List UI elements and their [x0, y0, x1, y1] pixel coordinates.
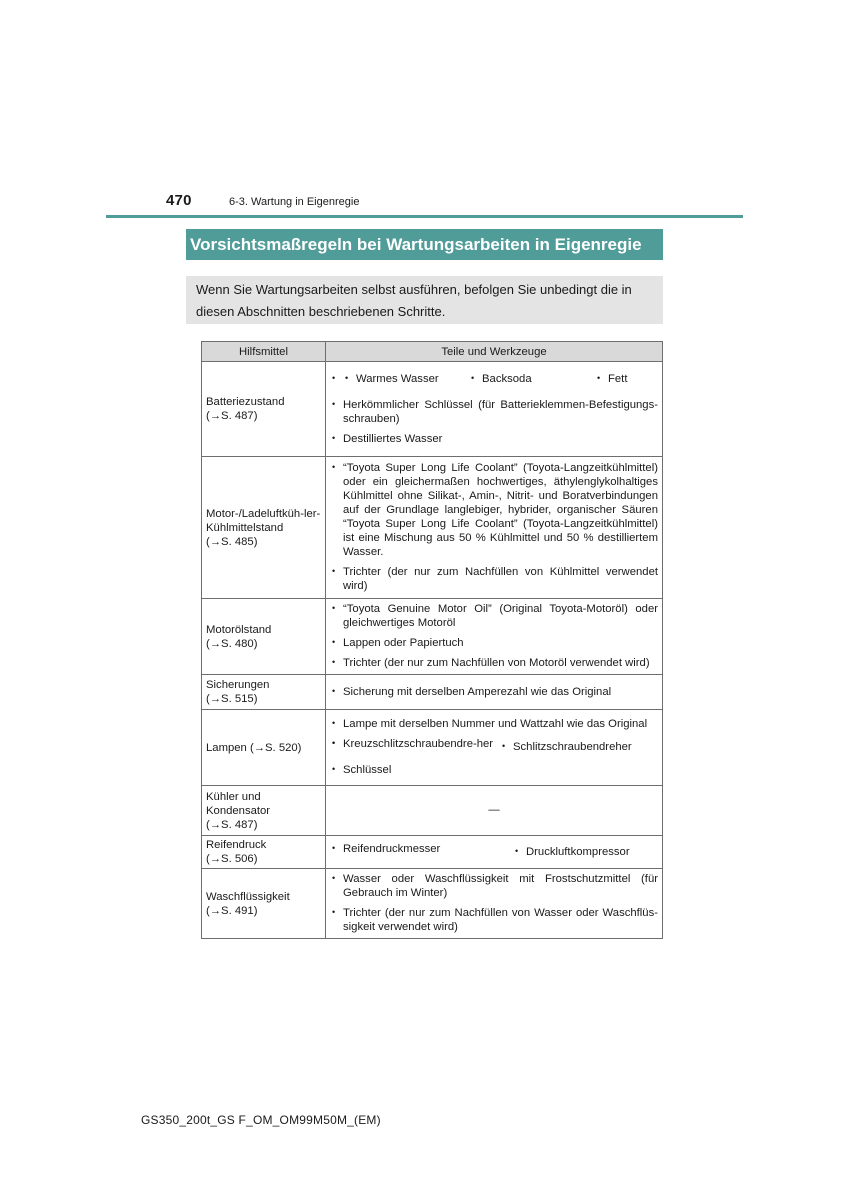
parts-cell	[326, 599, 663, 675]
list-item: • Fett	[595, 372, 627, 392]
table-row	[202, 710, 663, 786]
list-item: • Destilliertes Wasser	[330, 432, 658, 446]
item-cell	[202, 457, 326, 599]
item-name: Sicherungen	[206, 679, 270, 691]
intro-text: Wenn Sie Wartungsarbeiten selbst ausführen, befolgen Sie unbedingt die in diesen Abschnitten beschriebenen Schritte.	[196, 282, 632, 319]
page-reference: (→S. 480)	[206, 637, 258, 650]
item-cell	[202, 362, 326, 457]
page-reference: (→S. 487)	[206, 818, 258, 831]
table-row	[202, 675, 663, 710]
page-number: 470	[166, 192, 192, 209]
list-item: • • Warmes Wasser	[343, 372, 469, 386]
list-item: • “Toyota Genuine Motor Oil” (Original Toyota-Motoröl) oder gleichwertiges Motoröl	[330, 602, 658, 630]
header-rule	[106, 215, 743, 218]
table-row	[202, 362, 663, 457]
list-item	[330, 737, 658, 757]
list-item: • Schlitzschraubendreher	[500, 740, 632, 754]
list-item	[330, 372, 658, 392]
item-name: Batteriezustand	[206, 396, 285, 408]
list-item: • Backsoda	[469, 372, 595, 386]
table-row	[202, 457, 663, 599]
page-reference: (→S. 485)	[206, 535, 258, 548]
parts-cell	[326, 836, 663, 869]
item-cell	[202, 599, 326, 675]
table-row	[202, 869, 663, 939]
list-item: • Druckluftkompressor	[513, 845, 630, 859]
table-row	[202, 786, 663, 836]
page-reference: (→S. 487)	[206, 410, 258, 422]
list-item: • Sicherung mit derselben Amperezahl wie das Original	[330, 685, 658, 699]
list-item: • Wasser oder Waschflüssigkeit mit Frostschutzmittel (für Gebrauch im Winter)	[330, 872, 658, 900]
intro-box	[186, 276, 663, 324]
parts-cell	[326, 675, 663, 710]
item-name: Reifendruck	[206, 839, 267, 851]
page-reference: (→S. 515)	[206, 693, 258, 705]
maintenance-table	[201, 341, 663, 939]
parts-cell	[326, 710, 663, 786]
section-title: 6-3. Wartung in Eigenregie	[229, 196, 360, 208]
list-item: • Schlüssel	[330, 763, 658, 777]
list-item: • Trichter (der nur zum Nachfüllen von Wasser oder Waschflüs-sigkeit verwendet wird)	[330, 906, 658, 934]
list-item: • Trichter (der nur zum Nachfüllen von Motoröl verwendet wird)	[330, 656, 658, 670]
item-cell	[202, 836, 326, 869]
table-row	[202, 599, 663, 675]
item-name: Kühler und Kondensator	[206, 790, 271, 817]
parts-cell	[326, 786, 663, 836]
page-reference: (→S. 506)	[206, 853, 258, 865]
list-item: • Reifendruckmesser	[330, 842, 513, 856]
page-title: Vorsichtsmaßregeln bei Wartungsarbeiten in Eigenregie	[186, 229, 663, 260]
item-name: Waschflüssigkeit	[206, 890, 290, 903]
item-name: Motor-/Ladeluftküh-ler-Kühlmittelstand	[206, 507, 321, 534]
empty-dash: —	[488, 804, 500, 816]
item-cell	[202, 675, 326, 710]
column-header-tools: Hilfsmittel	[202, 342, 326, 362]
column-header-parts: Teile und Werkzeuge	[326, 342, 663, 362]
item-cell	[202, 710, 326, 786]
page-reference: (→S. 491)	[206, 904, 258, 917]
item-name: Lampen (→S. 520)	[206, 741, 302, 754]
item-cell	[202, 786, 326, 836]
table-header-row	[202, 342, 663, 362]
list-item: • Lampe mit derselben Nummer und Wattzahl wie das Original	[330, 717, 658, 731]
parts-cell	[326, 457, 663, 599]
footer-code: GS350_200t_GS F_OM_OM99M50M_(EM)	[141, 1113, 381, 1127]
item-cell	[202, 869, 326, 939]
list-item: • • Kreuzschlitzschraubendre-her	[330, 737, 500, 751]
item-name: Motorölstand	[206, 623, 272, 636]
list-item: • Trichter (der nur zum Nachfüllen von Kühlmittel verwendet wird)	[330, 565, 658, 593]
parts-cell	[326, 362, 663, 457]
table-row	[202, 836, 663, 869]
list-item: • Herkömmlicher Schlüssel (für Batterieklemmen-Befestigungs-schrauben)	[330, 398, 658, 426]
parts-cell	[326, 869, 663, 939]
list-item: • “Toyota Super Long Life Coolant” (Toyota-Langzeitkühlmittel) oder ein gleichermaßen hochwertiges, äthylenglykolhaltiges Kühlmittel ohne Silikat-, Amin-, Nitrit- und Boratverbindungen auf der Grundlage langlebiger, hybrider, organischer Säuren “Toyota Super Long Life Coolant” (Toyota-Langzeitkühlmittel) ist eine Mischung aus 50 % Kühlmittel und 50 % destilliertem Wasser.	[330, 461, 658, 559]
list-item: • Lappen oder Papiertuch	[330, 636, 658, 650]
